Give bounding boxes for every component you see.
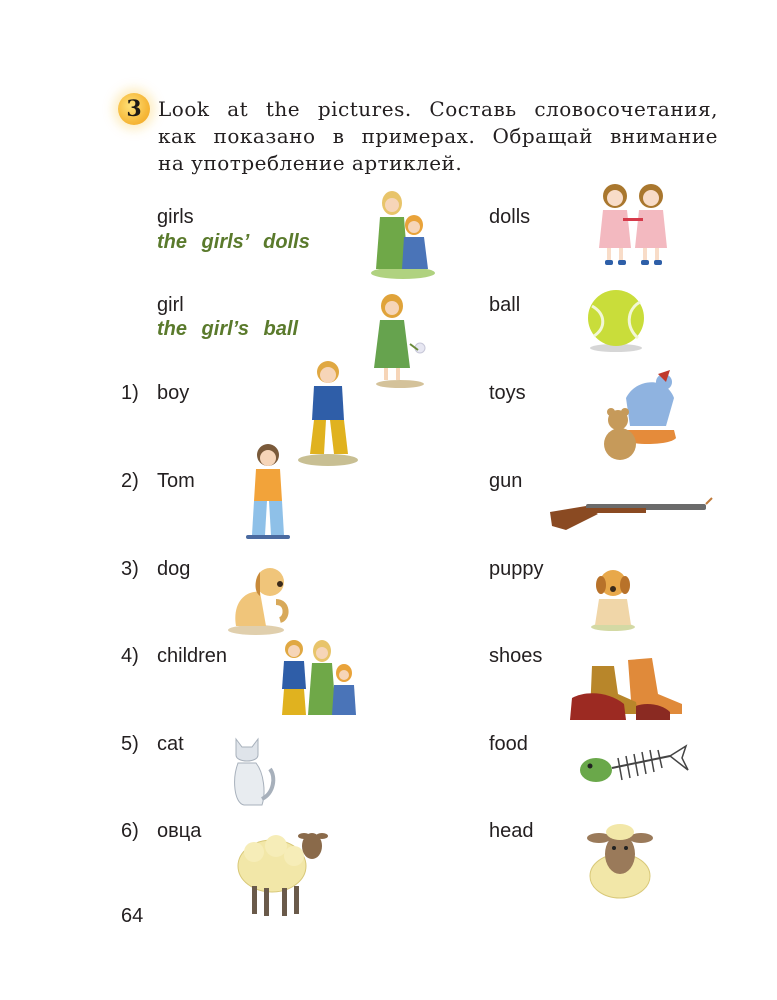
children-illustration <box>276 635 360 721</box>
exercise-number-badge: 3 <box>118 93 150 125</box>
item-6-owner: овца <box>157 820 202 842</box>
item-2-number: 2) <box>121 470 139 492</box>
item-2-owned: gun <box>489 470 523 492</box>
item-6-owned: head <box>489 820 534 842</box>
example-2-owned: ball <box>489 294 521 316</box>
item-4-owned: shoes <box>489 645 543 667</box>
puppy-illustration <box>587 565 639 631</box>
page-number: 64 <box>121 905 144 927</box>
example-1-owner: girls <box>157 206 194 228</box>
tennis-ball-illustration <box>584 288 648 354</box>
item-4-owner: children <box>157 645 228 667</box>
shoes-illustration <box>566 650 684 722</box>
item-1-number: 1) <box>121 382 139 404</box>
item-1-owner: boy <box>157 382 190 404</box>
item-1-owned: toys <box>489 382 526 404</box>
item-3-owned: puppy <box>489 558 544 580</box>
example-2-answer: the girl’s ball <box>157 318 298 340</box>
boy-illustration <box>296 358 360 468</box>
instruction-line-2: как показано в примерах. Обращай внимание <box>158 124 718 148</box>
exercise-instruction <box>158 96 718 177</box>
example-2-owner: girl <box>157 294 184 316</box>
item-5-owner: cat <box>157 733 184 755</box>
item-3-owner: dog <box>157 558 191 580</box>
sheep-illustration <box>234 822 328 920</box>
sheep-head-illustration <box>585 818 655 902</box>
tom-boy-illustration <box>240 443 296 543</box>
example-1-answer: the girls’ dolls <box>157 231 310 253</box>
item-6-number: 6) <box>121 820 139 842</box>
instruction-line-1: Look at the pictures. Составь словосочетания, <box>158 97 718 121</box>
item-2-owner: Tom <box>157 470 195 492</box>
two-girls-illustration <box>368 185 438 280</box>
item-5-owned: food <box>489 733 528 755</box>
rifle-illustration <box>546 484 716 536</box>
fish-skeleton-illustration <box>578 742 690 790</box>
example-1-owned: dolls <box>489 206 531 228</box>
girl-with-flower-illustration <box>370 292 432 390</box>
item-4-number: 4) <box>121 645 139 667</box>
cat-illustration <box>230 733 278 809</box>
item-3-number: 3) <box>121 558 139 580</box>
dog-illustration <box>226 562 292 636</box>
item-5-number: 5) <box>121 733 139 755</box>
dolls-illustration <box>593 178 673 270</box>
instruction-line-3: на употребление артиклей. <box>158 151 463 175</box>
toys-illustration <box>596 368 680 464</box>
